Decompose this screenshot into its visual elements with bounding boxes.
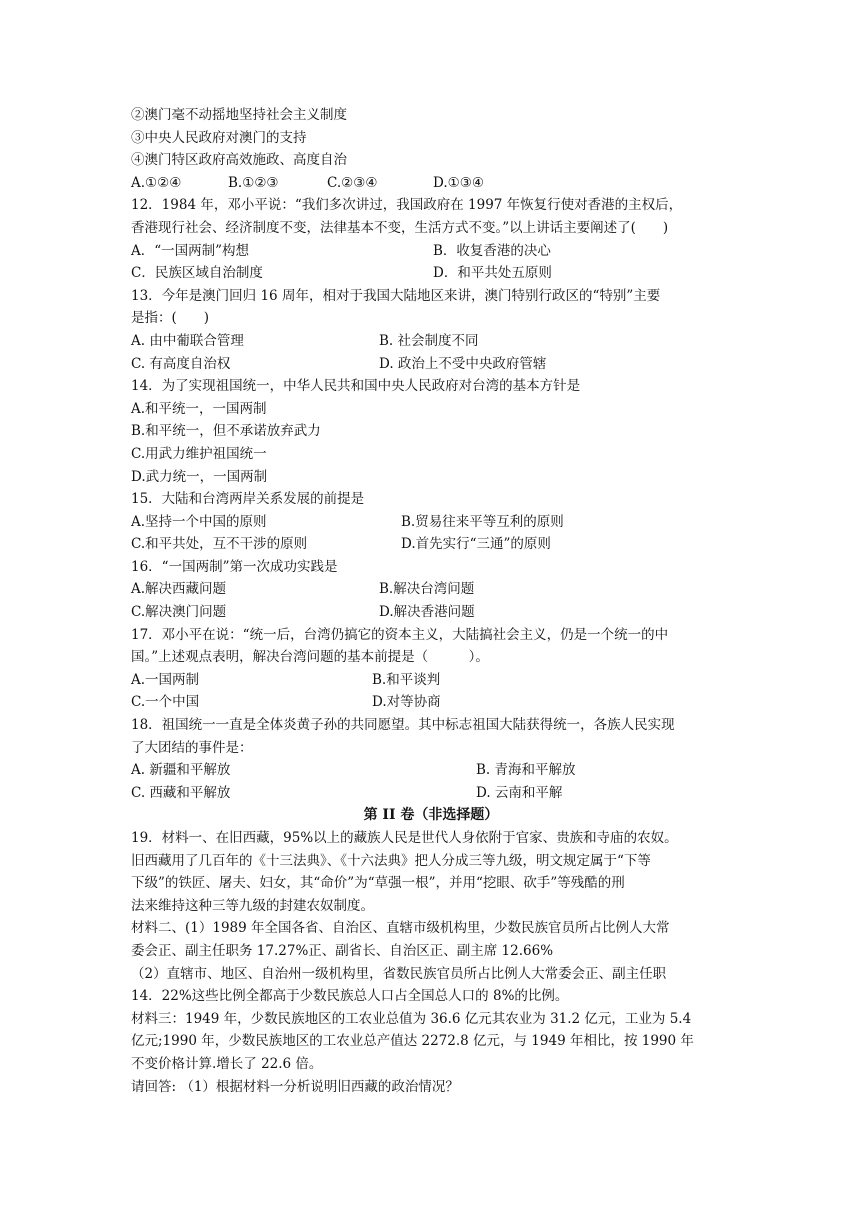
q12-choice-d: D．和平共处五原则 bbox=[433, 265, 552, 282]
q16-choices-row-1 bbox=[131, 578, 731, 601]
q13-choice-b: B. 社会制度不同 bbox=[379, 332, 479, 349]
q15-choices-row-1 bbox=[131, 511, 731, 534]
q18-stem-line-2: 了大团结的事件是： bbox=[131, 739, 253, 756]
q11-choice-a: A.①②④ bbox=[131, 174, 182, 191]
q15-choices-row-2 bbox=[131, 533, 731, 556]
q16-choice-d: D.解决香港问题 bbox=[379, 604, 475, 621]
q17-choice-c: C.一个中国 bbox=[131, 694, 200, 711]
q18-choice-a: A. 新疆和平解放 bbox=[131, 762, 231, 779]
q19-line: 亿元;1990 年，少数民族地区的工农业总产值达 2272.8 亿元，与 1949 年相比，按 1990 年 bbox=[131, 1033, 694, 1050]
q11-option-3: ③中央人民政府对澳门的支持 bbox=[131, 129, 307, 146]
q19-line: 下级”的铁匠、屠夫、妇女，其“命价”为“草强一根”，并用“挖眼、砍手”等残酷的刑 bbox=[131, 875, 625, 892]
q13-choices-row-2 bbox=[131, 353, 731, 376]
q17-choice-b: B.和平谈判 bbox=[372, 671, 441, 688]
q19-line: 14．22%这些比例全都高于少数民族总人口占全国总人口的 8%的比例。 bbox=[131, 988, 569, 1005]
q19-line: （2）直辖市、地区、自治州一级机构里，省数民族官员所占比例人大常委会正、副主任职 bbox=[131, 965, 667, 982]
q19-line: 旧西藏用了几百年的《十三法典》、《十六法典》把人分成三等九级，明文规定属于“下等 bbox=[131, 852, 651, 869]
q14-choice-d: D.武力统一，一国两制 bbox=[131, 468, 268, 485]
q11-choice-c: C.②③④ bbox=[327, 174, 378, 191]
q16-choice-c: C.解决澳门问题 bbox=[131, 604, 227, 621]
q12-choices-row-2 bbox=[131, 262, 731, 285]
q13-stem-line-1: 13．今年是澳门回归 16 周年，相对于我国大陆地区来讲，澳门特别行政区的“特别”主要 bbox=[131, 287, 661, 304]
q19-line: 法来维持这种三等九级的封建农奴制度。 bbox=[131, 897, 374, 914]
q15-stem: 15．大陆和台湾两岸关系发展的前提是 bbox=[131, 491, 365, 508]
q11-choices bbox=[131, 172, 731, 195]
q17-choices-row-1 bbox=[131, 669, 731, 692]
q16-choice-a: A.解决西藏问题 bbox=[131, 581, 227, 598]
q18-choice-b: B. 青海和平解放 bbox=[476, 762, 576, 779]
q11-option-4: ④澳门特区政府高效施政、高度自治 bbox=[131, 152, 347, 169]
q16-stem: 16．“一国两制”第一次成功实践是 bbox=[131, 558, 338, 575]
exam-page bbox=[131, 104, 731, 1098]
q16-choice-b: B.解决台湾问题 bbox=[379, 581, 475, 598]
q15-choice-d: D.首先实行“三通”的原则 bbox=[401, 536, 551, 553]
q15-choice-b: B.贸易往来平等互利的原则 bbox=[401, 513, 564, 530]
section-title: 第 II 卷（非选择题） bbox=[363, 807, 499, 824]
q19-line: 不变价格计算.增长了 22.6 倍。 bbox=[131, 1055, 323, 1072]
q18-stem-line-1: 18．祖国统一一直是全体炎黄子孙的共同愿望。其中标志祖国大陆获得统一，各族人民实现 bbox=[131, 717, 675, 734]
q12-choice-a: A．“一国两制”构想 bbox=[131, 242, 250, 259]
q19-question: 请回答: （1）根据材料一分析说明旧西藏的政治情况？ bbox=[131, 1078, 459, 1095]
q11-option-2: ②澳门毫不动摇地坚持社会主义制度 bbox=[131, 107, 347, 123]
q18-choice-c: C. 西藏和平解放 bbox=[131, 784, 231, 801]
q17-stem-line-1: 17．邓小平在说：“统一后，台湾仍搞它的资本主义，大陆搞社会主义，仍是一个统一的中 bbox=[131, 626, 669, 643]
q13-choice-d: D. 政治上不受中央政府管辖 bbox=[379, 355, 547, 372]
q12-stem-line-2: 香港现行社会、经济制度不变，法律基本不变，生活方式不变。”以上讲话主要阐述了( ) bbox=[131, 219, 669, 236]
q19-line: 材料二、(1）1989 年全国各省、自治区、直辖市级机构里，少数民族官员所占比例人大常 bbox=[131, 920, 670, 937]
q18-choices-row-2 bbox=[131, 782, 731, 805]
q19-line: 材料三：1949 年，少数民族地区的工农业总值为 36.6 亿元其农业为 31.2 亿元，工业为 5.4 bbox=[131, 1010, 692, 1027]
q13-choice-a: A. 由中葡联合管理 bbox=[131, 332, 244, 349]
q14-stem: 14．为了实现祖国统一，中华人民共和国中央人民政府对台湾的基本方针是 bbox=[131, 378, 581, 395]
q14-choice-b: B.和平统一，但不承诺放弃武力 bbox=[131, 423, 321, 440]
q13-stem-line-2: 是指：( ) bbox=[131, 310, 210, 327]
q14-choice-c: C.用武力维护祖国统一 bbox=[131, 445, 267, 462]
q12-choice-c: C．民族区域自治制度 bbox=[131, 265, 263, 282]
q13-choice-c: C. 有高度自治权 bbox=[131, 355, 231, 372]
q15-choice-a: A.坚持一个中国的原则 bbox=[131, 513, 267, 530]
q17-choice-a: A.一国两制 bbox=[131, 671, 200, 688]
q12-choice-b: B．收复香港的决心 bbox=[433, 242, 551, 259]
q11-choice-b: B.①②③ bbox=[228, 174, 279, 191]
q17-stem-line-2: 国。”上述观点表明，解决台湾问题的基本前提是（ ）。 bbox=[131, 649, 489, 666]
q11-choice-d: D.①③④ bbox=[433, 174, 484, 191]
q19-line: 委会正、副主任职务 17.27%正、副省长、自治区正、副主席 12.66% bbox=[131, 942, 554, 959]
q18-choices-row-1 bbox=[131, 759, 731, 782]
q15-choice-c: C.和平共处，互不干涉的原则 bbox=[131, 536, 308, 553]
q17-choices-row-2 bbox=[131, 691, 731, 714]
q16-choices-row-2 bbox=[131, 601, 731, 624]
q14-choice-a: A.和平统一，一国两制 bbox=[131, 400, 267, 417]
q12-stem-line-1: 12．1984 年，邓小平说：“我们多次讲过，我国政府在 1997 年恢复行使对香港的主权后， bbox=[131, 197, 683, 214]
q18-choice-d: D. 云南和平解 bbox=[476, 784, 563, 801]
q12-choices-row-1 bbox=[131, 240, 731, 263]
q19-line: 19．材料一、在旧西藏，95%以上的藏族人民是世代人身依附于官家、贵族和寺庙的农奴。 bbox=[131, 830, 678, 846]
q17-choice-d: D.对等协商 bbox=[372, 694, 441, 711]
q13-choices-row-1 bbox=[131, 330, 731, 353]
